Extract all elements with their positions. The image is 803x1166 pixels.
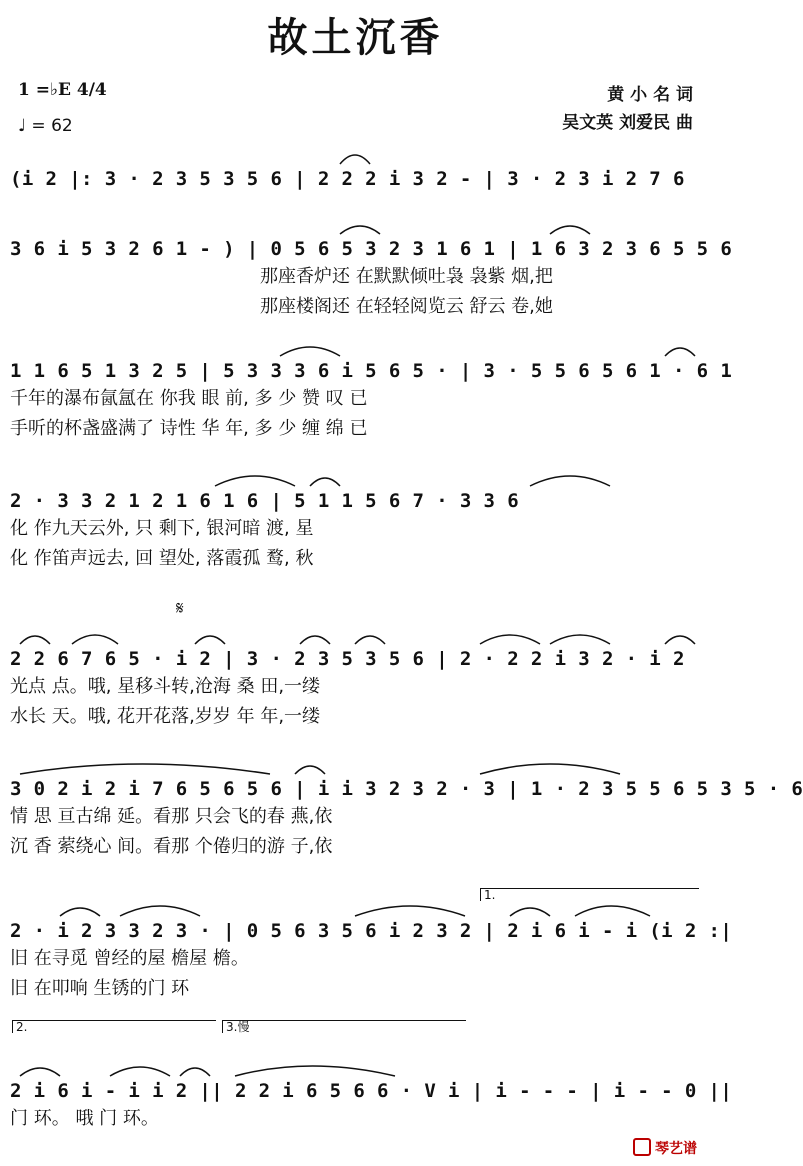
notation-line: 3 6 i 5 3 2 6 1 - ) | 0 5 6 5 3 2 3 1 6 1 | 1 6 3 2 3 6 5 5 6 <box>10 238 733 260</box>
slur-marks <box>10 214 701 236</box>
lyric-verse-2: 化 作笛声远去, 回 望处, 落霞孤 鹜, 秋 <box>10 548 314 569</box>
lyric-verse-2: 旧 在叩响 生锈的门 环 <box>10 978 190 999</box>
watermark-logo <box>633 1138 697 1158</box>
lyric-verse-1: 那座香炉还 在默默倾吐袅 袅紫 烟,把 <box>260 266 553 287</box>
lyric-verse-1: 情 思 亘古绵 延。看那 只会飞的春 燕,依 <box>10 806 333 827</box>
slur-marks <box>10 896 701 918</box>
lyric-verse-2: 沉 香 萦绕心 间。看那 个倦归的游 子,依 <box>10 836 333 857</box>
score-system-1 <box>10 166 701 192</box>
slur-marks <box>10 466 701 488</box>
volta-first-ending: 1. <box>480 888 699 901</box>
score-system-4 <box>10 488 701 574</box>
lyric-verse-1: 门 环。 哦 门 环。 <box>10 1108 159 1129</box>
notation-line: 2 · 3 3 2 1 2 1 6 1 6 | 5 1 1 5 6 7 · 3 3 6 <box>10 490 520 512</box>
notation-line: (i 2 |: 3 · 2 3 5 3 5 6 | 2 2 2 i 3 2 - | 3 · 2 3 i 2 7 6 <box>10 168 685 190</box>
score-system-3 <box>10 358 733 444</box>
segno-sign: 𝄋 <box>176 598 184 619</box>
volta-third-ending: 3.慢 <box>222 1020 466 1033</box>
notation-line: 2 · i 2 3 3 2 3 · | 0 5 6 3 5 6 i 2 3 2 | 2 i 6 i - i (i 2 :| <box>10 920 733 942</box>
score-system-2 <box>10 236 733 322</box>
volta-second-ending: 2. <box>12 1020 216 1033</box>
score-system-6 <box>10 776 803 862</box>
slur-marks <box>10 1056 701 1078</box>
slur-marks <box>10 336 701 358</box>
lyric-verse-2: 手听的杯盏盛满了 诗性 华 年, 多 少 缠 绵 已 <box>10 418 368 439</box>
notation-line: 3 0 2 i 2 i 7 6 5 6 5 6 | i i 3 2 3 2 · 3 | 1 · 2 3 5 5 6 5 3 5 · 6 <box>10 778 803 800</box>
lyricist-credit: 黄 小 名 词 <box>607 85 693 105</box>
lyric-verse-2: 水长 天。哦, 花开花落,岁岁 年 年,一缕 <box>10 706 321 727</box>
notation-line: 2 2 6 7 6 5 · i 2 | 3 · 2 3 5 3 5 6 | 2 · 2 2 i 3 2 · i 2 <box>10 648 685 670</box>
slur-marks <box>10 144 701 166</box>
lyric-verse-1: 化 作九天云外, 只 剩下, 银河暗 渡, 星 <box>10 518 314 539</box>
lyric-verse-1: 千年的瀑布氤氲在 你我 眼 前, 多 少 赞 叹 已 <box>10 388 368 409</box>
watermark-text: 琴艺谱 <box>655 1141 697 1157</box>
score-system-7 <box>10 918 733 1004</box>
lyric-verse-2: 那座楼阁还 在轻轻阅览云 舒云 卷,她 <box>260 296 553 317</box>
lyric-verse-1: 旧 在寻觅 曾经的屋 檐屋 檐。 <box>10 948 249 969</box>
logo-icon <box>633 1138 651 1156</box>
lyric-verse-1: 光点 点。哦, 星移斗转,沧海 桑 田,一缕 <box>10 676 321 697</box>
composer-credit: 吴文英 刘爱民 曲 <box>562 113 693 133</box>
slur-marks <box>10 754 701 776</box>
tempo-marking: ♩ = 62 <box>18 116 73 136</box>
score-system-8 <box>10 1078 733 1134</box>
key-signature: 1 =♭E 4/4 <box>18 80 107 100</box>
notation-line: 1 1 6 5 1 3 2 5 | 5 3 3 3 6 i 5 6 5 · | 3 · 5 5 6 5 6 1 · 6 1 <box>10 360 733 382</box>
notation-line: 2 i 6 i - i i 2 || 2 2 i 6 5 6 6 · V i | i - - - | i - - 0 || <box>10 1080 733 1102</box>
slur-marks <box>10 624 701 646</box>
score-system-5 <box>10 646 701 732</box>
song-title: 故土沉香 <box>267 15 444 61</box>
